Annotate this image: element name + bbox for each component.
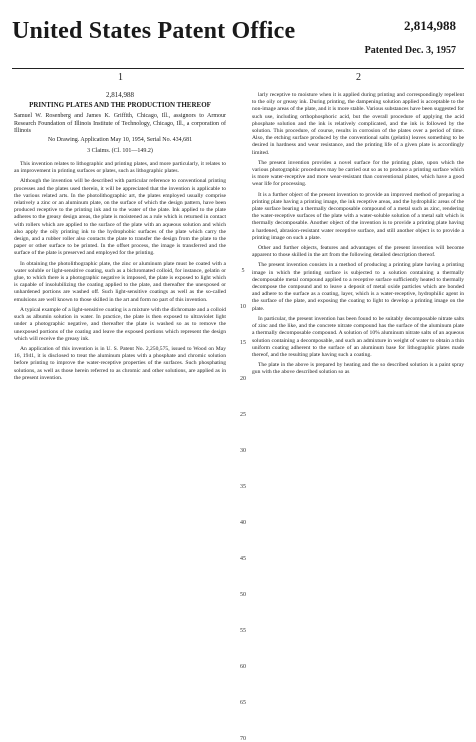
application-info: No Drawing. Application May 10, 1954, Serial No. 434,681 xyxy=(47,137,193,144)
left-column xyxy=(14,92,226,385)
paragraph: A typical example of a light-sensitive coating is a mixture with the dichromate and a colloid such as albumin solution in water. In practice, the plate is then exposed to ultraviolet light under a photographic negative, and thereafter the plate is washed so as to remove the unexposed portions of the coating and leave the exposed portions which represent the design which will receive the greasy ink. xyxy=(14,306,226,342)
line-number: 35 xyxy=(240,484,246,490)
paragraph: The present invention consists in a method of producing a printing plate having a printing image in which the printing surface is subjected to a solution containing a thermally decomposable metal compound applied to a receptive surface sufficiently heated to thermally decompose the compound and to leave a deposit of metal oxide particles which are bonded and adhere to the surface as a coating, layer, which is a water-receptive, hydrophilic agent in the surface of the plate, and exposing the coating to light to develop a printing image on the plate. xyxy=(252,262,464,312)
line-number: 25 xyxy=(240,412,246,418)
line-number: 40 xyxy=(240,520,246,526)
line-number: 70 xyxy=(240,736,246,742)
patent-number: 2,814,988 xyxy=(404,18,456,33)
paragraph: It is a further object of the present invention to provide an improved method of preparing a printing plate having a printing image, the ink receptive areas, and the hydrophilic areas of the plate surface bearing a thermally decomposable compound of a metal such as zinc, rendering the water-receptive surfaces of the plate with a water-soluble solution of a metal salt which is thermally decomposable. Another object of the invention is to provide a printing plate having a hardened, abrasion-resistant water receptive surface, and still another object is to provide a printing image on such a plate. xyxy=(252,191,464,241)
patent-title: PRINTING PLATES AND THE PRODUCTION THEREOF xyxy=(29,101,211,110)
line-number: 50 xyxy=(240,592,246,598)
paragraph: In obtaining the photolithographic plate, the zinc or aluminum plate must be coated with a water soluble or light-sensitive coating, such as a bichromated colloid, for instance, gelatin or glue, to which there is a photographic negative is imposed, the plate is exposed to light which is capable of insolubilizing the coating applied to the plate, and thereafter the unexposed or unhardened portions are washed off. Such light-sensitive coatings as well as the so-called emulsions are well known to those skilled in the art and form no part of this invention. xyxy=(14,260,226,303)
column-number-left: 1 xyxy=(118,72,123,83)
inventors: Samuel W. Rosenberg and James K. Griffith, Chicago, Ill., assignors to Armour Research Foundation of Illinois Institute of Technology, Chicago, Ill., a corporation of Illinois xyxy=(14,113,226,135)
line-number: 55 xyxy=(240,628,246,634)
patented-date: Patented Dec. 3, 1957 xyxy=(364,45,456,56)
claims-line: 3 Claims. (Cl. 101—149.2) xyxy=(87,147,153,154)
paragraph: Although the invention will be described with particular reference to conventional printing processes and the plates used therein, it will be appreciated that the invention is applicable to the various related arts. In the photolithographic art, the plates employed usually comprise relatively a zinc or an aluminum plate, on the surface of which the design pattern, have been produced receptive to the printing ink and to the water of the plate. Ink applied to the plate adheres to the greasy design areas, the plate is moistened as a rule which is returned in contact with rollers which are applied to the surface of the plate with an aqueous solution and which also apply the oily printing ink to the hydrophobic surfaces of the plate which carry the design, and a rubber roller also contacts the plate to transfer the design from the plate to the paper or other surface to be printed. In the offset process, the image is transferred and the surface of the plate is preserved and employed for the printing. xyxy=(14,178,226,257)
paragraph: The plate in the above is prepared by heating and the so described solution is a paint spray gun with the above described solution so as xyxy=(252,362,464,376)
line-number: 5 xyxy=(241,268,245,274)
right-body-text xyxy=(252,92,464,377)
line-number: 10 xyxy=(240,304,246,310)
left-body-text xyxy=(14,161,226,382)
line-number: 30 xyxy=(240,448,246,454)
column-number-right: 2 xyxy=(356,72,361,83)
paragraph: larly receptive to moisture when it is applied during printing and correspondingly repellent to the oily or greasy ink. During printing, the dampening solution applied is acceptable to the non-image areas of the plate, and it is more stable. Various substances have been suggested for such use, including orthophosphoric acid, but the overall procedure of applying the acid phosphate solution and the ink is relatively complicated, and the ink is followed by the solution. This procedure, of course, results in corrosion of the plates over a period of time. Also, the etching surface produced by the conventional salts (gelatin) leaves something to be desired in hardness and wear resistance, and the printing life of a given plate is accordingly limited. xyxy=(252,92,464,156)
front-matter xyxy=(14,92,226,109)
paragraph: An application of this invention is in U. S. Patent No. 2,250,575, issued to Wood on May 16, 1941, it is disclosed to treat the aluminum plates with a phosphate and chromic solution before printing to improve the water-receptive properties of the surfaces. Such phosphating solutions, as well as those herein referred to as chromic and other solutions, are applied as in the present invention. xyxy=(14,345,226,381)
line-number: 15 xyxy=(240,340,246,346)
front-patent-number: 2,814,988 xyxy=(106,91,134,99)
line-number: 20 xyxy=(240,376,246,382)
line-number: 45 xyxy=(240,556,246,562)
paragraph: The present invention provides a novel surface for the printing plate, upon which the various photographic procedures may be carried out so as to produce a printing surface which is more water-receptive and more wear-resistant than conventional plates, which have a good wear life for processing. xyxy=(252,159,464,188)
line-number: 65 xyxy=(240,700,246,706)
office-title: United States Patent Office xyxy=(12,18,296,44)
patent-header xyxy=(12,12,464,69)
line-number: 60 xyxy=(240,664,246,670)
paragraph: This invention relates to lithographic and printing plates, and more particularly, it relates to an improvement in printing surfaces or plates, such as lithographic plates. xyxy=(14,161,226,175)
paragraph: Other and further objects, features and advantages of the present invention will become apparent to those skilled in the art from the following detailed description thereof. xyxy=(252,245,464,259)
paragraph: In particular, the present invention has been found to be suitably decomposable nitrate salts of zinc and the like, and the concrete nitrate compound has the surface of the aluminum plate a thermally decomposable compound. A solution of 10% aluminum nitrate salts of an aqueous solution containing a decomposable, and such an admixture in weight of water to obtain a thin uniform coating adherent to the surface of an aluminum base for lithographic plates made thereof, and the resulting plate having such a coating. xyxy=(252,315,464,358)
right-column xyxy=(252,92,464,380)
